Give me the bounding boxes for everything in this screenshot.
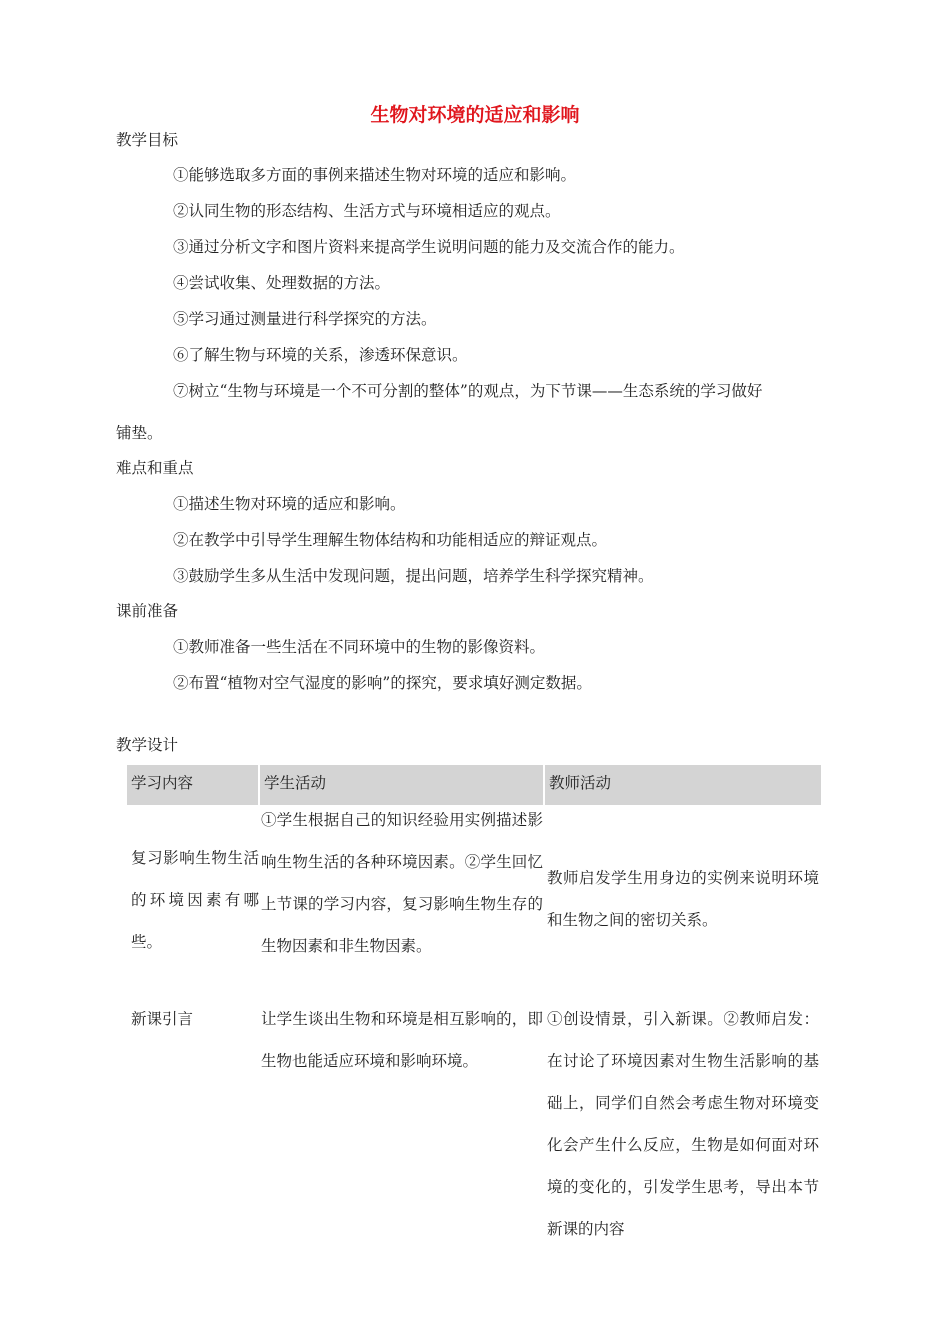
objective-item: ③通过分析文字和图片资料来提高学生说明问题的能力及交流合作的能力。: [173, 238, 685, 256]
row2-learning-content: 新课引言: [131, 1010, 194, 1028]
key-point-item: ①描述生物对环境的适应和影响。: [173, 495, 406, 513]
design-heading: 教学设计: [116, 736, 179, 754]
row2-student-activity: 让学生谈出生物和环境是相互影响的，即生物也能适应环境和影响环境。: [261, 1010, 543, 1070]
objective-item: ②认同生物的形态结构、生活方式与环境相适应的观点。: [173, 202, 561, 220]
row1-learning-content: 复习影响生物生活的环境因素有哪些。: [131, 849, 259, 951]
header-label: 学生活动: [264, 774, 327, 792]
preparation-heading: 课前准备: [116, 602, 179, 620]
header-cell-teacher: [545, 765, 821, 805]
preparation-item: ①教师准备一些生活在不同环境中的生物的影像资料。: [173, 638, 546, 656]
header-label: 教师活动: [549, 774, 612, 792]
header-cell-content: [127, 765, 258, 805]
row1-student-activity: ①学生根据自己的知识经验用实例描述影响生物生活的各种环境因素。②学生回忆上节课的学习内容，复习影响生物生存的生物因素和非生物因素。: [261, 811, 543, 955]
row2-teacher-activity: ①创设情景，引入新课。②教师启发：在讨论了环境因素对生物生活影响的基础上，同学们自然会考虑生物对环境变化会产生什么反应，生物是如何面对环境的变化的，引发学生思考，导出本节新课的内容: [547, 1010, 819, 1238]
objective-item: ①能够选取多方面的事例来描述生物对环境的适应和影响。: [173, 166, 577, 184]
objective-item: ⑦树立“生物与环境是一个不可分割的整体”的观点，为下节课——生态系统的学习做好: [173, 382, 763, 400]
objective-item: ⑥了解生物与环境的关系，渗透环保意识。: [173, 346, 468, 364]
document-title: 生物对环境的适应和影响: [370, 104, 580, 126]
preparation-item: ②布置“植物对空气湿度的影响”的探究，要求填好测定数据。: [173, 674, 592, 692]
objectives-heading: 教学目标: [116, 131, 179, 149]
header-label: 学习内容: [131, 774, 194, 792]
key-point-item: ③鼓励学生多从生活中发现问题，提出问题，培养学生科学探究精神。: [173, 567, 654, 585]
objective-item: ⑤学习通过测量进行科学探究的方法。: [173, 310, 437, 328]
key-points-heading: 难点和重点: [116, 459, 194, 477]
objective-continuation: 铺垫。: [116, 424, 163, 442]
key-point-item: ②在教学中引导学生理解生物体结构和功能相适应的辩证观点。: [173, 531, 608, 549]
row1-teacher-activity: 教师启发学生用身边的实例来说明环境和生物之间的密切关系。: [547, 869, 819, 929]
objective-item: ④尝试收集、处理数据的方法。: [173, 274, 391, 292]
